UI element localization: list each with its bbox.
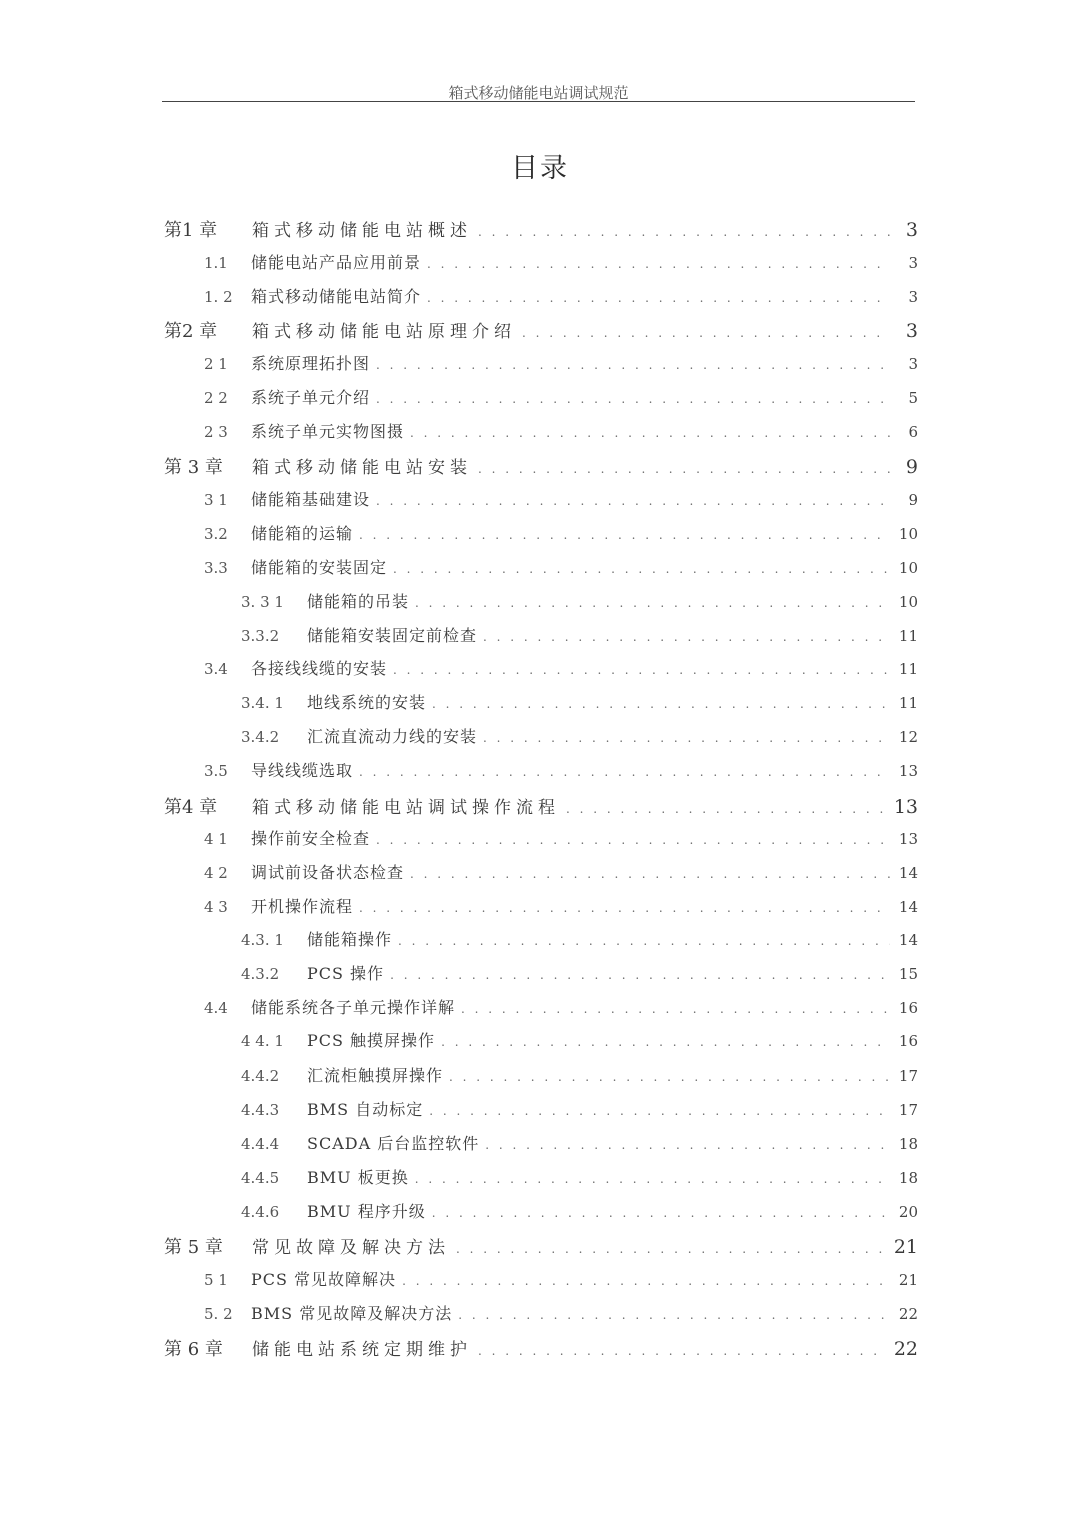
toc-entry-page: 9 (908, 491, 918, 509)
toc-dot-leader (427, 257, 890, 271)
toc-entry-number: 3.4. 1 (241, 694, 284, 712)
toc-entry-title: 常见故障及解决方法 (252, 1238, 450, 1258)
toc-entry-title: 地线系统的安装 (307, 693, 427, 712)
toc-entry-title: BMU 板更换 (307, 1168, 409, 1187)
toc-entry-page: 11 (898, 694, 918, 712)
toc-entry-number: 3.4.2 (241, 728, 280, 746)
toc-entry-number: 第2 章 (164, 321, 218, 342)
toc-entry-title: PCS 常见故障解决 (251, 1270, 397, 1289)
toc-entry-title: 储能箱基础建设 (251, 490, 371, 509)
toc-entry-page: 10 (898, 559, 918, 577)
toc-entry-number: 第4 章 (164, 797, 218, 818)
toc-subsection-entry[interactable] (241, 1028, 918, 1051)
toc-entry-page: 18 (898, 1169, 918, 1187)
toc-entry-title: 储能系统各子单元操作详解 (251, 998, 456, 1017)
toc-entry-number: 5. 2 (204, 1305, 233, 1323)
toc-subsection-entry[interactable] (241, 589, 918, 612)
toc-entry-page: 3 (908, 254, 918, 272)
toc-heading: 目录 (511, 153, 569, 184)
toc-dot-leader (390, 968, 890, 982)
toc-section-entry[interactable] (204, 758, 918, 781)
toc-entry-title: BMU 程序升级 (307, 1202, 426, 1221)
toc-subsection-entry[interactable] (241, 690, 918, 713)
toc-entry-title: 系统子单元实物图摄 (251, 422, 405, 441)
toc-entry-page: 22 (898, 1305, 918, 1323)
toc-subsection-entry[interactable] (241, 961, 918, 984)
toc-entry-number: 4.4 (204, 999, 228, 1017)
toc-dot-leader (449, 1070, 890, 1084)
toc-dot-leader (478, 225, 890, 239)
toc-entry-title: 储能箱操作 (307, 930, 393, 949)
toc-entry-page: 21 (893, 1236, 918, 1258)
toc-entry-page: 3 (905, 320, 918, 342)
toc-entry-page: 3 (908, 288, 918, 306)
toc-dot-leader (359, 765, 890, 779)
toc-entry-page: 3 (908, 355, 918, 373)
toc-chapter-entry[interactable] (164, 1335, 918, 1361)
toc-dot-leader (376, 392, 890, 406)
toc-entry-number: 4.4.6 (241, 1203, 280, 1221)
toc-section-entry[interactable] (204, 385, 918, 408)
toc-entry-page: 11 (898, 627, 918, 645)
toc-entry-number: 4.4.2 (241, 1067, 280, 1085)
toc-entry-title: 调试前设备状态检查 (251, 863, 405, 882)
toc-entry-title: SCADA 后台监控软件 (307, 1134, 480, 1153)
toc-entry-number: 4.3. 1 (241, 931, 284, 949)
toc-chapter-entry[interactable] (164, 317, 918, 343)
toc-dot-leader (359, 528, 890, 542)
toc-entry-page: 10 (898, 593, 918, 611)
toc-entry-title: 箱式移动储能电站安装 (252, 458, 472, 478)
toc-dot-leader (415, 596, 890, 610)
toc-dot-leader (441, 1035, 890, 1049)
toc-entry-number: 2 3 (204, 423, 228, 441)
toc-entry-title: 箱式移动储能电站原理介绍 (252, 322, 516, 342)
toc-subsection-entry[interactable] (241, 1131, 918, 1154)
toc-dot-leader (485, 1138, 890, 1152)
toc-entry-title: BMS 常见故障及解决方法 (251, 1304, 453, 1323)
toc-entry-number: 3. 3 1 (241, 593, 284, 611)
toc-entry-number: 3.3.2 (241, 627, 280, 645)
toc-entry-number: 1.1 (204, 254, 228, 272)
toc-subsection-entry[interactable] (241, 623, 918, 646)
toc-entry-page: 13 (898, 830, 918, 848)
toc-entry-number: 3.4 (204, 660, 228, 678)
toc-entry-title: 储能箱的运输 (251, 524, 354, 543)
toc-entry-title: PCS 触摸屏操作 (307, 1031, 436, 1050)
toc-dot-leader (458, 1308, 890, 1322)
toc-entry-page: 10 (898, 525, 918, 543)
toc-dot-leader (522, 326, 890, 340)
toc-entry-title: 箱式移动储能电站调试操作流程 (252, 798, 560, 818)
toc-entry-page: 17 (898, 1067, 918, 1085)
toc-entry-title: 操作前安全检查 (251, 829, 371, 848)
toc-dot-leader (393, 562, 890, 576)
toc-entry-title: 储能电站系统定期维护 (252, 1340, 472, 1360)
toc-chapter-entry[interactable] (164, 453, 918, 479)
toc-entry-page: 11 (898, 660, 918, 678)
toc-entry-number: 4.4.4 (241, 1135, 280, 1153)
toc-dot-leader (461, 1002, 890, 1016)
toc-chapter-entry[interactable] (164, 216, 918, 242)
toc-dot-leader (410, 867, 890, 881)
toc-entry-number: 3.3 (204, 559, 228, 577)
toc-dot-leader (456, 1242, 888, 1256)
toc-section-entry[interactable] (204, 1301, 918, 1324)
toc-dot-leader (483, 731, 890, 745)
toc-dot-leader (359, 901, 890, 915)
toc-chapter-entry[interactable] (164, 793, 918, 819)
toc-entry-page: 16 (898, 999, 918, 1017)
toc-subsection-entry[interactable] (241, 1199, 918, 1222)
toc-entry-title: 汇流柜触摸屏操作 (307, 1066, 444, 1085)
toc-dot-leader (566, 802, 888, 816)
toc-section-entry[interactable] (204, 284, 918, 307)
toc-section-entry[interactable] (204, 521, 918, 544)
toc-subsection-entry[interactable] (241, 927, 918, 950)
toc-entry-page: 5 (908, 389, 918, 407)
toc-dot-leader (429, 1104, 890, 1118)
toc-entry-title: 开机操作流程 (251, 897, 354, 916)
toc-dot-leader (415, 1172, 890, 1186)
toc-entry-page: 18 (898, 1135, 918, 1153)
toc-dot-leader (410, 426, 890, 440)
toc-entry-title: 储能箱的安装固定 (251, 558, 388, 577)
toc-dot-leader (432, 697, 890, 711)
running-header (162, 82, 915, 104)
toc-entry-title: 储能箱安装固定前检查 (307, 626, 478, 645)
toc-entry-page: 14 (898, 898, 918, 916)
toc-dot-leader (478, 462, 890, 476)
toc-entry-number: 4 2 (204, 864, 228, 882)
toc-entry-page: 15 (898, 965, 918, 983)
toc-entry-number: 3 1 (204, 491, 228, 509)
toc-dot-leader (393, 663, 890, 677)
header-rule (162, 101, 915, 102)
toc-entry-title: BMS 自动标定 (307, 1100, 424, 1119)
toc-entry-number: 2 1 (204, 355, 228, 373)
toc-section-entry[interactable] (204, 487, 918, 510)
toc-entry-number: 第 6 章 (164, 1339, 223, 1360)
toc-entry-title: 储能电站产品应用前景 (251, 253, 422, 272)
toc-section-entry[interactable] (204, 894, 918, 917)
toc-entry-page: 22 (893, 1338, 918, 1360)
toc-dot-leader (376, 494, 890, 508)
toc-entry-number: 4.4.3 (241, 1101, 280, 1119)
toc-entry-number: 第1 章 (164, 220, 218, 241)
toc-entry-title: 箱式移动储能电站概述 (252, 221, 472, 241)
toc-entry-title: 系统子单元介绍 (251, 388, 371, 407)
toc-section-entry[interactable] (204, 555, 918, 578)
toc-entry-title: PCS 操作 (307, 964, 385, 983)
toc-dot-leader (478, 1344, 888, 1358)
toc-entry-number: 3.2 (204, 525, 228, 543)
toc-section-entry[interactable] (204, 250, 918, 273)
toc-entry-page: 14 (898, 931, 918, 949)
toc-section-entry[interactable] (204, 826, 918, 849)
toc-entry-title: 汇流直流动力线的安装 (307, 727, 478, 746)
toc-section-entry[interactable] (204, 419, 918, 442)
toc-entry-page: 12 (898, 728, 918, 746)
toc-entry-number: 第 3 章 (164, 457, 223, 478)
toc-section-entry[interactable] (204, 1267, 918, 1290)
toc-entry-page: 13 (893, 796, 918, 818)
toc-entry-page: 13 (898, 762, 918, 780)
toc-entry-number: 4 1 (204, 830, 228, 848)
toc-entry-title: 箱式移动储能电站简介 (251, 287, 422, 306)
toc-entry-page: 21 (898, 1271, 918, 1289)
toc-entry-number: 4.3.2 (241, 965, 280, 983)
toc-dot-leader (398, 934, 890, 948)
toc-entry-number: 2 2 (204, 389, 228, 407)
toc-entry-number: 5 1 (204, 1271, 228, 1289)
toc-dot-leader (432, 1206, 890, 1220)
toc-subsection-entry[interactable] (241, 724, 918, 747)
toc-entry-title: 各接线线缆的安装 (251, 659, 388, 678)
toc-section-entry[interactable] (204, 995, 918, 1018)
toc-entry-title: 导线线缆选取 (251, 761, 354, 780)
toc-entry-number: 4.4.5 (241, 1169, 280, 1187)
toc-dot-leader (402, 1274, 890, 1288)
toc-entry-page: 20 (898, 1203, 918, 1221)
toc-section-entry[interactable] (204, 860, 918, 883)
toc-dot-leader (427, 291, 890, 305)
toc-section-entry[interactable] (204, 656, 918, 679)
toc-dot-leader (483, 630, 890, 644)
toc-entry-page: 14 (898, 864, 918, 882)
toc-entry-number: 4 4. 1 (241, 1032, 284, 1050)
toc-entry-page: 9 (905, 456, 918, 478)
toc-entry-number: 4 3 (204, 898, 228, 916)
running-header-title: 箱式移动储能电站调试规范 (448, 84, 629, 102)
toc-dot-leader (376, 833, 890, 847)
toc-section-entry[interactable] (204, 351, 918, 374)
toc-entry-number: 第 5 章 (164, 1237, 223, 1258)
toc-subsection-entry[interactable] (241, 1063, 918, 1086)
toc-entry-page: 6 (908, 423, 918, 441)
toc-entry-page: 17 (898, 1101, 918, 1119)
toc-entry-title: 系统原理拓扑图 (251, 354, 371, 373)
toc-subsection-entry[interactable] (241, 1165, 918, 1188)
toc-entry-page: 16 (898, 1032, 918, 1050)
toc-dot-leader (376, 358, 890, 372)
toc-chapter-entry[interactable] (164, 1233, 918, 1259)
toc-entry-number: 3.5 (204, 762, 228, 780)
toc-entry-page: 3 (905, 219, 918, 241)
toc-entry-number: 1. 2 (204, 288, 233, 306)
toc-subsection-entry[interactable] (241, 1097, 918, 1120)
toc-entry-title: 储能箱的吊装 (307, 592, 410, 611)
